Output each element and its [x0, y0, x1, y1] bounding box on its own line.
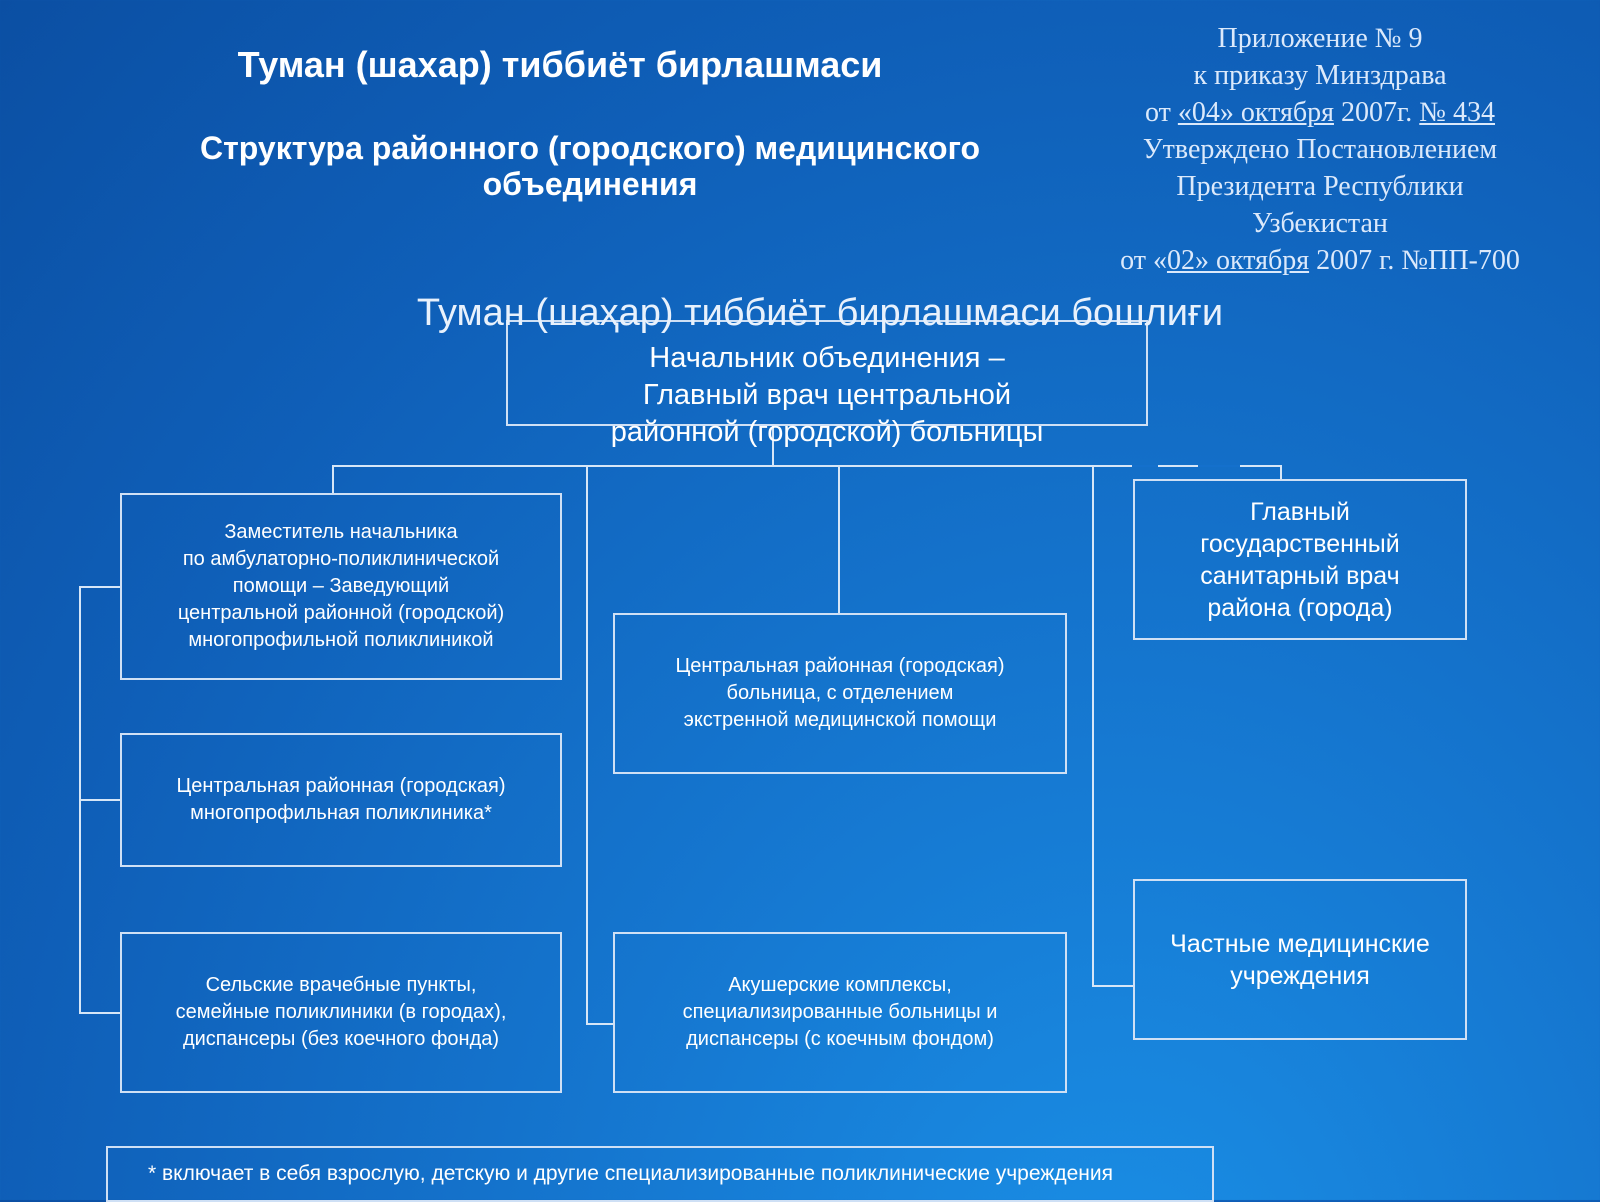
- sanitary-doctor-text: Главный государственный санитарный врач района (города): [1200, 497, 1400, 622]
- footnote-box: [106, 1146, 1214, 1202]
- footnote-text: * включает в себя взрослую, детскую и другие специализированные поликлинические учреждения: [148, 1162, 1113, 1185]
- title-uzbek: Туман (шахар) тиббиёт бирлашмаси: [237, 44, 883, 85]
- decree-line-3-number: № 434: [1419, 97, 1496, 128]
- decree-line-3-date: «04» октября: [1177, 97, 1334, 128]
- central-hospital-text: Центральная районная (городская) больница, с отделением экстренной медицинской помощи: [675, 655, 1005, 731]
- decree-line-7: [1080, 242, 1560, 279]
- connector-to-central-hospital: [838, 465, 840, 613]
- decree-line-2: к приказу Минздрава: [1193, 60, 1447, 91]
- connector-left-to-polyclinic: [79, 799, 120, 801]
- head-of-association-text: Начальник объединения – Главный врач центральной районной (городской) больницы: [610, 342, 1044, 448]
- obstetric-complexes-box: [613, 932, 1067, 1093]
- decree-line-7-prefix: от «: [1120, 245, 1167, 276]
- connector-to-obstetric: [586, 1023, 614, 1025]
- connector-bus-gap-cover: [1132, 465, 1158, 467]
- title-russian-text: Структура районного (городского) медицинского объединения: [199, 130, 981, 202]
- private-institutions-text: Частные медицинские учреждения: [1170, 929, 1430, 990]
- connector-mid-vertical: [586, 465, 588, 1025]
- decree-line-7-suffix: 2007 г. №ПП-700: [1309, 245, 1520, 276]
- decree-line-3-prefix: от: [1144, 97, 1178, 128]
- central-polyclinic-text: Центральная районная (городская) многопрофильная поликлиника*: [176, 775, 506, 824]
- connector-left-to-rural: [79, 1012, 120, 1014]
- central-polyclinic-box: [120, 733, 562, 867]
- obstetric-complexes-text: Акушерские комплексы, специализированные больницы и диспансеры (с коечным фондом): [682, 974, 998, 1050]
- head-of-association-title: Туман (шаҳар) тиббиёт бирлашмаси бошлиғи: [416, 292, 1224, 334]
- decree-line-3: [1080, 94, 1560, 131]
- title-russian: [110, 130, 1070, 202]
- decree-line-1: Приложение № 9: [1217, 23, 1423, 54]
- connector-left-to-deputy: [79, 586, 120, 588]
- deputy-head-box: [120, 493, 562, 680]
- connector-to-deputy: [332, 465, 334, 493]
- connector-to-private: [1092, 985, 1134, 987]
- decree-line-6: Узбекистан: [1252, 208, 1388, 239]
- connector-to-sanitary: [1280, 465, 1282, 479]
- rural-points-text: Сельские врачебные пункты, семейные поликлиники (в городах), диспансеры (без коечного фонда): [175, 974, 507, 1050]
- connector-right-vertical: [1092, 465, 1094, 987]
- connector-bus-gap-cover-2: [1198, 465, 1240, 467]
- decree-block: [1080, 20, 1560, 279]
- sanitary-doctor-box: [1133, 479, 1467, 640]
- deputy-head-text: Заместитель начальника по амбулаторно-поликлинической помощи – Заведующий центральной районной (городской) многопрофильной поликлиникой: [177, 521, 505, 651]
- decree-line-7-date: 02» октября: [1166, 245, 1310, 276]
- central-hospital-box: [613, 613, 1067, 774]
- private-institutions-box: [1133, 879, 1467, 1040]
- decree-line-5: Президента Республики: [1176, 171, 1464, 202]
- decree-line-3-year: 2007г.: [1333, 97, 1420, 128]
- rural-points-box: [120, 932, 562, 1093]
- decree-line-4: Утверждено Постановлением: [1142, 134, 1498, 165]
